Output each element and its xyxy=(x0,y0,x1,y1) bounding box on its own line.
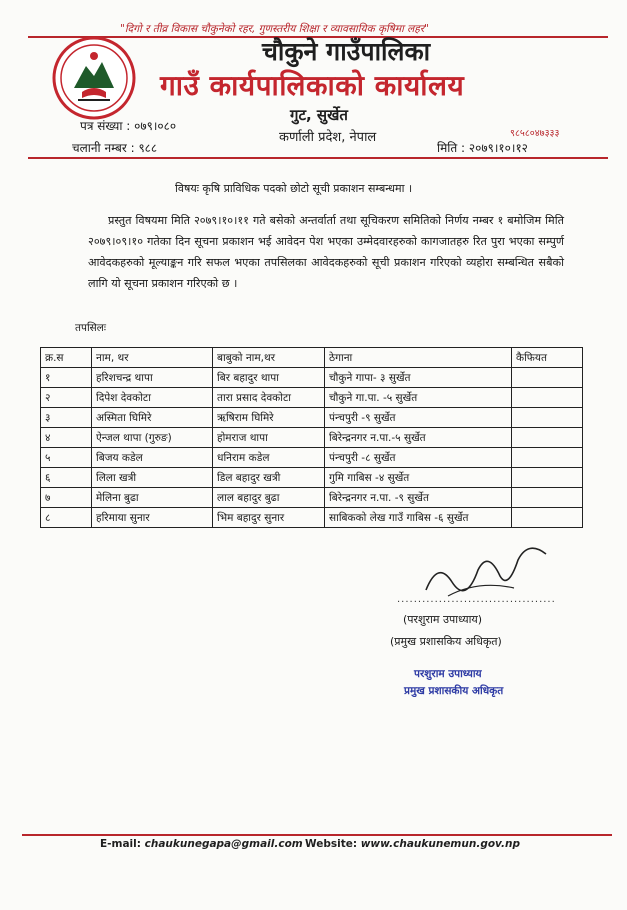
cell-name: बिजय कडेल xyxy=(92,448,213,468)
cell-father-name: डिल बहादुर खत्री xyxy=(213,468,325,488)
nepal-emblem-logo xyxy=(52,36,136,120)
letter-number: पत्र संख्या : ०७९।०८० xyxy=(80,119,177,133)
cell-address: चौकुने गा.पा. -५ सुर्खेत xyxy=(325,388,512,408)
table-body xyxy=(41,368,583,528)
slogan: "दिगो र तीव्र विकास चौकुनेको रहर, गुणस्तरीय शिक्षा र व्यावसायिक कृषिमा लहर" xyxy=(120,23,429,35)
cell-sn: ७ xyxy=(41,488,92,508)
cell-address: पंन्चपुरी -९ सुर्खेत xyxy=(325,408,512,428)
cell-remarks xyxy=(512,388,583,408)
footer-email xyxy=(100,838,303,850)
table-row xyxy=(41,408,583,428)
header-rule-bottom xyxy=(28,157,608,159)
email-label: E-mail: xyxy=(100,838,141,850)
cell-sn: ४ xyxy=(41,428,92,448)
cell-father-name: होमराज थापा xyxy=(213,428,325,448)
signature-line: ...................................... xyxy=(397,594,556,605)
table-row xyxy=(41,488,583,508)
cell-address: बिरेन्द्रनगर न.पा. -९ सुर्खेत xyxy=(325,488,512,508)
cell-remarks xyxy=(512,428,583,448)
col-sn: क्र.स xyxy=(41,348,92,368)
cell-name: ऐन्जल थापा (गुरुङ) xyxy=(92,428,213,448)
cell-address: गुमि गाबिस -४ सुर्खेत xyxy=(325,468,512,488)
cell-father-name: भिम बहादुर सुनार xyxy=(213,508,325,528)
cell-sn: १ xyxy=(41,368,92,388)
footer-rule xyxy=(22,834,612,836)
table-row xyxy=(41,448,583,468)
shortlist-table xyxy=(40,347,583,528)
cell-address: साबिकको लेख गाउँ गाबिस -६ सुर्खेत xyxy=(325,508,512,528)
cell-name: मेलिना बुढा xyxy=(92,488,213,508)
website-link[interactable]: www.chaukunemun.gov.np xyxy=(360,838,521,850)
cell-remarks xyxy=(512,488,583,508)
table-row xyxy=(41,368,583,388)
letter-date: मिति : २०७९।१०।१२ xyxy=(437,141,528,155)
col-father-name: बाबुको नाम,थर xyxy=(213,348,325,368)
subject-line: विषयः कृषि प्राविधिक पदको छोटो सूची प्रकाशन सम्बन्धमा । xyxy=(175,182,413,195)
table-row xyxy=(41,388,583,408)
table-row xyxy=(41,468,583,488)
cell-remarks xyxy=(512,368,583,388)
cell-sn: ६ xyxy=(41,468,92,488)
table-row xyxy=(41,428,583,448)
cell-sn: ८ xyxy=(41,508,92,528)
col-name: नाम, थर xyxy=(92,348,213,368)
cell-father-name: बिर बहादुर थापा xyxy=(213,368,325,388)
cell-sn: ५ xyxy=(41,448,92,468)
signatory-name: (परशुराम उपाध्याय) xyxy=(403,613,483,626)
cell-name: हरिमाया सुनार xyxy=(92,508,213,528)
dispatch-number: चलानी नम्बर : ९८८ xyxy=(72,141,158,155)
email-link[interactable]: chaukunegapa@gmail.com xyxy=(144,838,303,850)
address-line2: कर्णाली प्रदेश, नेपाल xyxy=(279,130,377,145)
municipality-name: चौकुने गाउँपालिका xyxy=(262,37,431,66)
cell-father-name: तारा प्रसाद देवकोटा xyxy=(213,388,325,408)
cell-father-name: धनिराम कडेल xyxy=(213,448,325,468)
tapsil-label: तपसिलः xyxy=(75,322,107,334)
cell-address: पंन्चपुरी -८ सुर्खेत xyxy=(325,448,512,468)
notice-body: प्रस्तुत विषयमा मिति २०७९।१०।११ गते बसेको अन्तर्वार्ता तथा सूचिकरण समितिको निर्णय नम्बर १ बमोजिम मिति २०७९।०९।१० गतेका दिन सूचना प्रकाशन भई आवेदन पेश भएका उम्मेदवारहरुको कागजातहरु रित पुरा भएका सम्पुर्ण आवेदकहरुको मूल्याङ्कन गरि सफल भएका तपसिलका आवेदकहरुको सूची प्रकाशन गरिएको व्यहोरा सम्बन्धित सबैको लागि यो सूचना प्रकाशन गरिएको छ । xyxy=(88,214,564,290)
cell-name: लिला खत्री xyxy=(92,468,213,488)
cell-remarks xyxy=(512,508,583,528)
phone-number: ९८५८०४७३३३ xyxy=(510,128,560,139)
cell-sn: ३ xyxy=(41,408,92,428)
cell-name: अस्मिता घिमिरे xyxy=(92,408,213,428)
cell-father-name: ऋषिराम घिमिरे xyxy=(213,408,325,428)
signatory-title: (प्रमुख प्रशासकिय अधिकृत) xyxy=(390,635,502,648)
cell-father-name: लाल बहादुर बुढा xyxy=(213,488,325,508)
cell-name: हरिशचन्द्र थापा xyxy=(92,368,213,388)
cell-address: चौकुने गापा- ३ सुर्खेत xyxy=(325,368,512,388)
stamp-name: परशुराम उपाध्याय xyxy=(414,668,482,680)
footer-website xyxy=(305,838,520,850)
table-header-row xyxy=(41,348,583,368)
table-row xyxy=(41,508,583,528)
office-name: गाउँ कार्यपालिकाको कार्यालय xyxy=(160,69,465,102)
cell-address: बिरेन्द्रनगर न.पा.-५ सुर्खेत xyxy=(325,428,512,448)
address-line1: गुट, सुर्खेत xyxy=(290,106,348,124)
stamp-title: प्रमुख प्रशासकीय अधिकृत xyxy=(404,685,504,697)
website-label: Website: xyxy=(305,838,358,850)
col-remarks: कैफियत xyxy=(512,348,583,368)
cell-name: दिपेश देवकोटा xyxy=(92,388,213,408)
cell-sn: २ xyxy=(41,388,92,408)
cell-remarks xyxy=(512,408,583,428)
cell-remarks xyxy=(512,468,583,488)
cell-remarks xyxy=(512,448,583,468)
col-address: ठेगाना xyxy=(325,348,512,368)
